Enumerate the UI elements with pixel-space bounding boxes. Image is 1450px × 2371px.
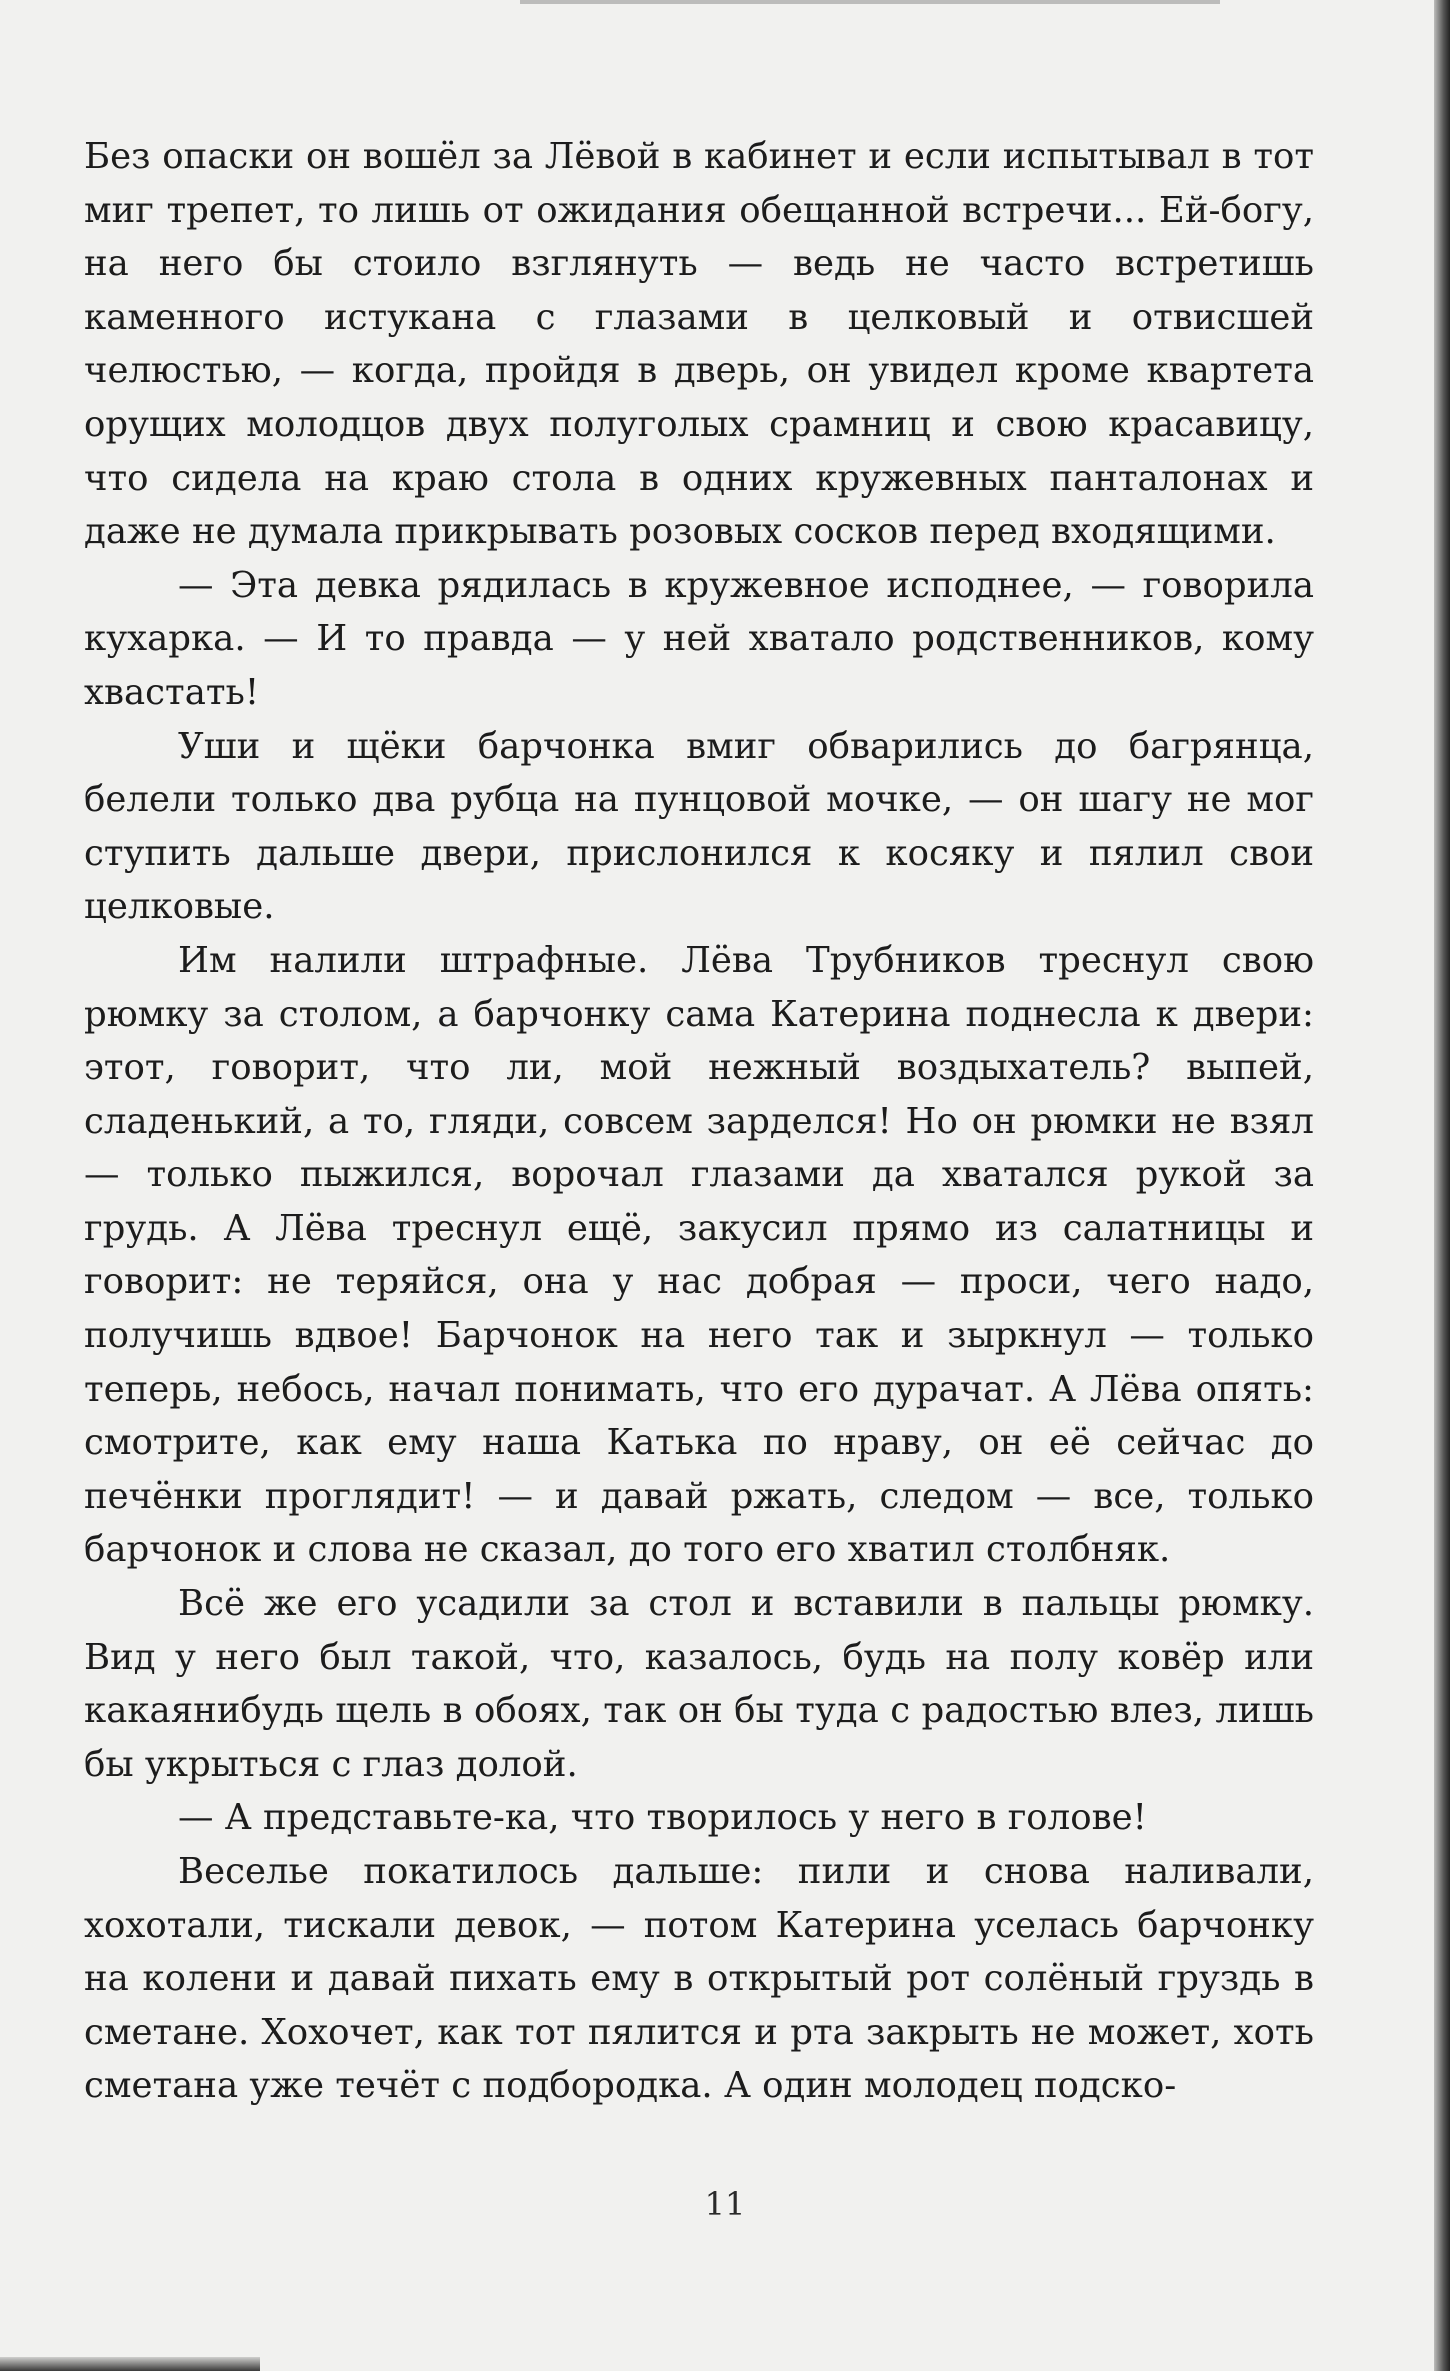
- paragraph-6: — А представьте-ка, что творилось у него в голове!: [178, 1797, 1147, 1839]
- paragraph-1: Без опаски он вошёл за Лёвой в кабинет и если испытывал в тот миг трепет, то лишь от ожидания обещанной встречи... Ей-богу, на него бы стоило взглянуть — ведь не часто встретишь каменного истукана с глазами в целковый и отвисшей челюстью, — когда, пройдя в дверь, он увидел кроме квартета орущих молодцов двух полуголых срамниц и свою красавицу, что сидела на краю стола в одних кружевных панталонах и даже не думала прикрывать розовых сосков перед входящими.: [84, 136, 1314, 553]
- page-number: 11: [704, 2185, 746, 2223]
- paragraph-7: Веселье покатилось дальше: пили и снова наливали, хохотали, тискали девок, — потом Катерина уселась барчонку на колени и давай пихать ему в открытый рот солёный груздь в сметане. Хохочет, как тот пялится и рта закрыть не может, хоть сметана уже течёт с подбородка. А один молодец подско-: [84, 1851, 1314, 2107]
- body-text: [84, 130, 1314, 2113]
- paragraph-5: Всё же его усадили за стол и вставили в пальцы рюмку. Вид у него был такой, что, казалось, будь на полу ковёр или какаянибудь щель в обоях, так он бы туда с радостью влез, лишь бы укрыться с глаз долой.: [84, 1583, 1314, 1785]
- paragraph-3: Уши и щёки барчонка вмиг обварились до багрянца, белели только два рубца на пунцовой мочке, — он шагу не мог ступить дальше двери, прислонился к косяку и пялил свои целковые.: [84, 725, 1314, 928]
- scan-edge-right: [1434, 0, 1450, 2371]
- paragraph-4: Им налили штрафные. Лёва Трубников треснул свою рюмку за столом, а барчонку сама Катерина поднесла к двери: этот, говорит, что ли, мой нежный воздыхатель? выпей, сладенький, а то, гляди, совсем зарделся! Но он рюмки не взял — только пыжился, ворочал глазами да хватался рукой за грудь. А Лёва треснул ещё, закусил прямо из салатницы и говорит: не теряйся, она у нас добрая — проси, чего надо, получишь вдвое! Барчонок на него так и зыркнул — только теперь, небось, начал понимать, что его дурачат. А Лёва опять: смотрите, как ему наша Катька по нраву, он её сейчас до печёнки проглядит! — и давай ржать, следом — все, только барчонок и слова не сказал, до того его хватил столбняк.: [84, 939, 1314, 1571]
- scan-edge-top: [520, 0, 1220, 4]
- scan-edge-bottom: [0, 2357, 260, 2371]
- paragraph-2: — Эта девка рядилась в кружевное исподнее, — говорила кухарка. — И то правда — у ней хватало родственников, кому хвастать!: [84, 564, 1314, 713]
